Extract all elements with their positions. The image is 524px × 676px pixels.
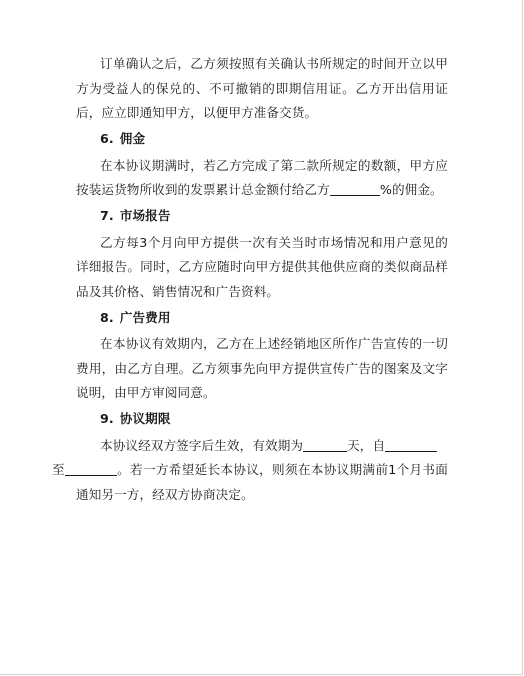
section-6-paragraph — [76, 154, 448, 203]
section-8-paragraph — [76, 332, 448, 406]
section-8-text: 在本协议有效期内，乙方在上述经销地区所作广告宣传的一切费用，由乙方自理。乙方须事先向甲方提供宣传广告的图案及文字说明，由甲方审阅同意。 — [76, 336, 448, 401]
section-9-text-4: 。若一方希望延长本协议，则须在本协议期满前1个月书面通知另一方，经双方协商决定。 — [76, 462, 448, 502]
section-9-title: 协议期限 — [119, 411, 171, 427]
document-body — [52, 52, 448, 509]
section-9-heading — [76, 407, 448, 432]
commission-percent-blank — [330, 181, 380, 196]
intro-paragraph — [76, 52, 448, 126]
section-7-number: 7. — [100, 208, 114, 224]
section-6-text-end: %的佣金。 — [379, 182, 443, 198]
section-9-text-2: 天，自 — [347, 437, 386, 453]
section-9-paragraph — [52, 434, 448, 508]
section-7-paragraph — [76, 231, 448, 305]
section-7-title: 市场报告 — [119, 208, 171, 224]
intro-paragraph-text: 订单确认之后，乙方须按照有关确认书所规定的时间开立以甲方为受益人的保兑的、不可撤销的即期信用证。乙方开出信用证后，应立即通知甲方，以便甲方准备交货。 — [76, 56, 448, 121]
section-6-text: 在本协议期满时，若乙方完成了第二款所规定的数额，甲方应按装运货物所收到的发票累计总金额付给乙方 — [76, 157, 448, 198]
section-6-number: 6. — [100, 131, 114, 147]
start-date-blank — [385, 437, 437, 452]
section-6-title: 佣金 — [119, 131, 146, 147]
section-7-heading — [76, 204, 448, 229]
section-8-number: 8. — [100, 309, 114, 325]
section-8-heading — [76, 306, 448, 331]
end-date-blank — [65, 461, 117, 476]
section-9-text-3: 至 — [52, 462, 65, 478]
section-6-heading — [76, 127, 448, 152]
section-8-title: 广告费用 — [119, 309, 171, 325]
section-7-text: 乙方每3个月向甲方提供一次有关当时市场情况和用户意见的详细报告。同时，乙方应随时向甲方提供其他供应商的类似商品样品及其价格、销售情况和广告资料。 — [76, 234, 448, 299]
section-9-text-1: 本协议经双方签字后生效，有效期为 — [100, 437, 304, 453]
section-9-number: 9. — [100, 411, 114, 427]
validity-days-blank — [303, 437, 347, 452]
